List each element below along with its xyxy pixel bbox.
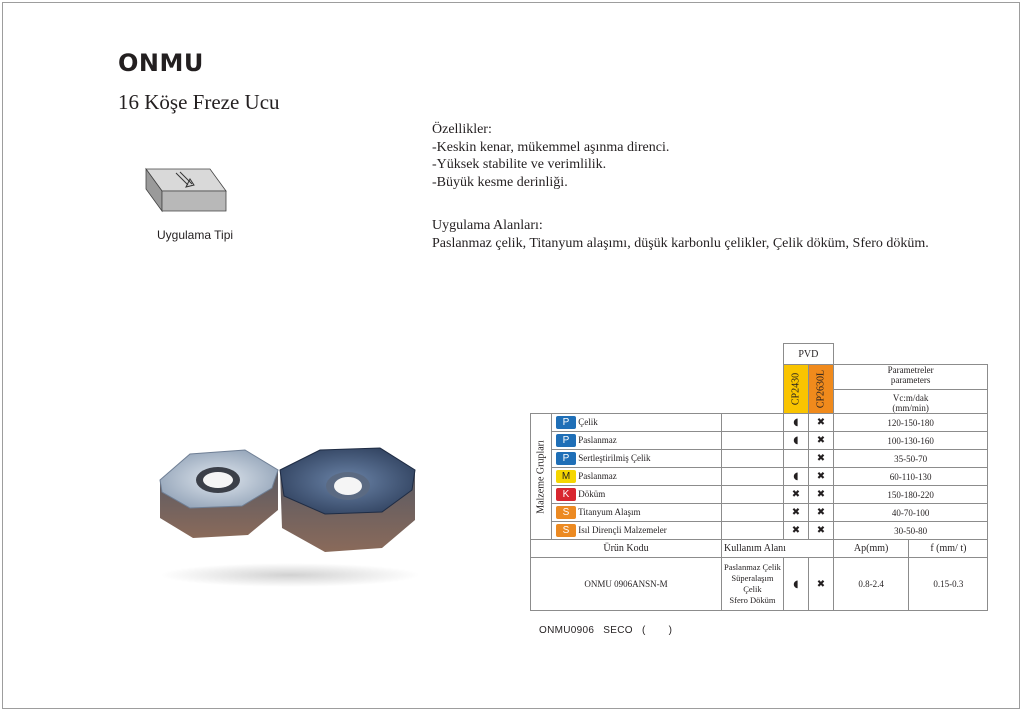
cutting-speed: 100-130-160 xyxy=(833,432,988,450)
cutting-speed: 150-180-220 xyxy=(833,486,988,504)
equivalent-note xyxy=(539,625,678,636)
grade-name: CP2630L xyxy=(815,369,827,409)
material-group-badge: P xyxy=(556,434,576,447)
product-code: ONMU 0906ANSN-M xyxy=(531,558,722,611)
material-name: Paslanmaz xyxy=(578,471,617,481)
material-name-cell xyxy=(552,504,722,522)
applications-section xyxy=(432,217,929,252)
paren-open: ( xyxy=(641,625,646,636)
vc-unit: Vc:m/dak (mm/min) xyxy=(834,389,988,413)
feature-item: -Keskin kenar, mükemmel aşınma direnci. xyxy=(432,139,670,155)
material-name: Paslanmaz xyxy=(578,435,617,445)
page-title: ONMU xyxy=(118,49,204,77)
material-name-cell xyxy=(552,522,722,540)
cutting-speed: 30-50-80 xyxy=(833,522,988,540)
grade-suitability: ✖ xyxy=(808,414,833,432)
parameters-title-en: parameters xyxy=(890,375,931,385)
product-code-header: Ürün Kodu xyxy=(531,540,722,558)
cutting-speed: 40-70-100 xyxy=(833,504,988,522)
material-name-cell xyxy=(552,414,722,432)
material-name: Döküm xyxy=(578,489,606,499)
material-row xyxy=(531,522,988,540)
grade-suitability: ✖ xyxy=(808,468,833,486)
material-name: Sertleştirilmiş Çelik xyxy=(578,453,651,463)
grade-suitability: ✖ xyxy=(808,522,833,540)
material-row xyxy=(531,450,988,468)
material-group-badge: S xyxy=(556,524,576,537)
machining-block-icon xyxy=(140,163,232,215)
applications-heading: Uygulama Alanları: xyxy=(432,218,543,233)
grade-header xyxy=(783,365,808,414)
cutting-speed: 120-150-180 xyxy=(833,414,988,432)
grade-suitability: ✖ xyxy=(808,504,833,522)
spec-table xyxy=(530,343,988,611)
ap-header: Ap(mm) xyxy=(833,540,909,558)
material-row xyxy=(531,432,988,450)
features-heading: Özellikler: xyxy=(432,122,492,137)
material-group-badge: P xyxy=(556,416,576,429)
equivalent-code: ONMU0906 xyxy=(539,625,595,636)
material-name-cell xyxy=(552,450,722,468)
cutting-speed: 60-110-130 xyxy=(833,468,988,486)
grade-suitability: ✖ xyxy=(783,504,808,522)
material-name: Çelik xyxy=(578,417,598,427)
applications-text: Paslanmaz çelik, Titanyum alaşımı, düşük karbonlu çelikler, Çelik döküm, Sfero döküm. xyxy=(432,235,929,251)
grade-suitability: ✖ xyxy=(783,486,808,504)
material-row xyxy=(531,504,988,522)
grade-header xyxy=(808,365,833,414)
feature-item: -Yüksek stabilite ve verimlilik. xyxy=(432,157,607,172)
product-row xyxy=(531,558,988,611)
features-section xyxy=(432,121,669,191)
material-row xyxy=(531,468,988,486)
material-row xyxy=(531,486,988,504)
ap-value: 0.8-2.4 xyxy=(833,558,909,611)
material-name-cell xyxy=(552,486,722,504)
material-name-cell xyxy=(552,468,722,486)
grade-suitability: ✖ xyxy=(808,432,833,450)
paren-close: ) xyxy=(668,625,673,636)
usage-header: Kullanım Alanı xyxy=(722,540,834,558)
material-group-badge: K xyxy=(556,488,576,501)
grade-suitability xyxy=(783,450,808,468)
grade-name: CP2430 xyxy=(790,372,802,406)
material-group-badge: P xyxy=(556,452,576,465)
material-groups-label: Malzeme Grupları xyxy=(531,414,552,540)
grade-suitability: ◖ xyxy=(783,468,808,486)
application-type-label: Uygulama Tipi xyxy=(157,228,234,242)
equivalent-brand: SECO xyxy=(603,625,633,636)
material-name-cell xyxy=(552,432,722,450)
page-subtitle: 16 Köşe Freze Ucu xyxy=(118,90,280,114)
material-row xyxy=(531,414,988,432)
feed-header: f (mm/ t) xyxy=(909,540,988,558)
column-header-row xyxy=(531,540,988,558)
grade-suitability: ◖ xyxy=(783,432,808,450)
grade-suitability: ✖ xyxy=(808,486,833,504)
parameters-header xyxy=(833,365,988,414)
feature-item: -Büyük kesme derinliği. xyxy=(432,174,568,190)
coating-header: PVD xyxy=(783,344,833,365)
usage-list: Paslanmaz Çelik Süperalaşım Çelik Sfero Döküm xyxy=(722,558,784,611)
material-name: Titanyum Alaşım xyxy=(578,507,641,517)
octagonal-insert-photo xyxy=(150,440,430,590)
grade-suitability: ✖ xyxy=(783,522,808,540)
material-group-badge: M xyxy=(556,470,576,483)
grade-suitability: ✖ xyxy=(808,450,833,468)
grade-suitability: ✖ xyxy=(808,558,833,611)
parameters-title: Parametreler xyxy=(887,365,934,375)
cutting-speed: 35-50-70 xyxy=(833,450,988,468)
material-name: Isıl Dirençli Malzemeler xyxy=(578,525,667,535)
feed-value: 0.15-0.3 xyxy=(909,558,988,611)
grade-suitability: ◖ xyxy=(783,558,808,611)
material-group-badge: S xyxy=(556,506,576,519)
grade-suitability: ◖ xyxy=(783,414,808,432)
